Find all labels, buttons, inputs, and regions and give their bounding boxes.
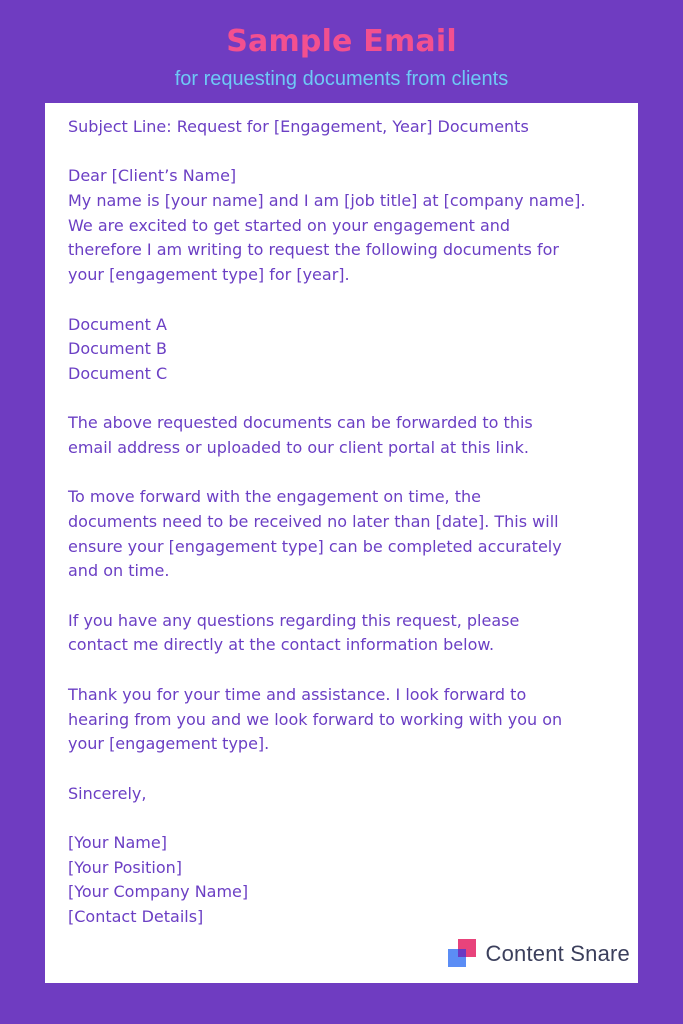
thanks-line: Thank you for your time and assistance. I look forward to — [68, 684, 527, 704]
signature-line: [Your Company Name] — [68, 882, 249, 902]
deadline-line: To move forward with the engagement on time, the — [68, 487, 481, 507]
document-item: Document A — [68, 314, 167, 334]
deadline-line: and on time. — [68, 561, 170, 581]
brand-name: Content Snare — [485, 941, 630, 966]
forwarding-line: The above requested documents can be forwarded to this — [68, 413, 533, 433]
deadline-line: ensure your [engagement type] can be completed accurately — [68, 536, 562, 556]
intro-line: therefore I am writing to request the following documents for — [68, 240, 559, 260]
intro-line: We are excited to get started on your engagement and — [68, 215, 511, 235]
document-item: Document C — [68, 363, 168, 383]
questions-line: contact me directly at the contact information below. — [68, 635, 495, 655]
email-template-card — [45, 103, 638, 983]
page-title: Sample Email — [226, 24, 457, 59]
signature-line: [Your Name] — [68, 832, 167, 852]
forwarding-line: email address or uploaded to our client portal at this link. — [68, 437, 529, 457]
greeting: Dear [Client’s Name] — [68, 166, 237, 186]
signature-line: [Contact Details] — [68, 907, 204, 926]
deadline-line: documents need to be received no later than [date]. This will — [68, 512, 559, 531]
signature-line: [Your Position] — [68, 857, 183, 877]
page-subtitle: for requesting documents from clients — [174, 68, 509, 90]
thanks-line: hearing from you and we look forward to working with you on — [68, 709, 563, 729]
subject-line: Subject Line: Request for [Engagement, Year] Documents — [68, 117, 529, 136]
intro-line: My name is [your name] and I am [job title] at [company name]. — [68, 191, 586, 211]
content-snare-logo-icon — [448, 939, 478, 969]
brand-logo — [448, 939, 630, 969]
questions-line: If you have any questions regarding this request, please — [68, 610, 520, 630]
closing: Sincerely, — [68, 783, 147, 803]
thanks-line: your [engagement type]. — [68, 734, 270, 754]
intro-line: your [engagement type] for [year]. — [68, 265, 350, 285]
email-body — [68, 115, 628, 930]
document-item: Document B — [68, 339, 167, 359]
